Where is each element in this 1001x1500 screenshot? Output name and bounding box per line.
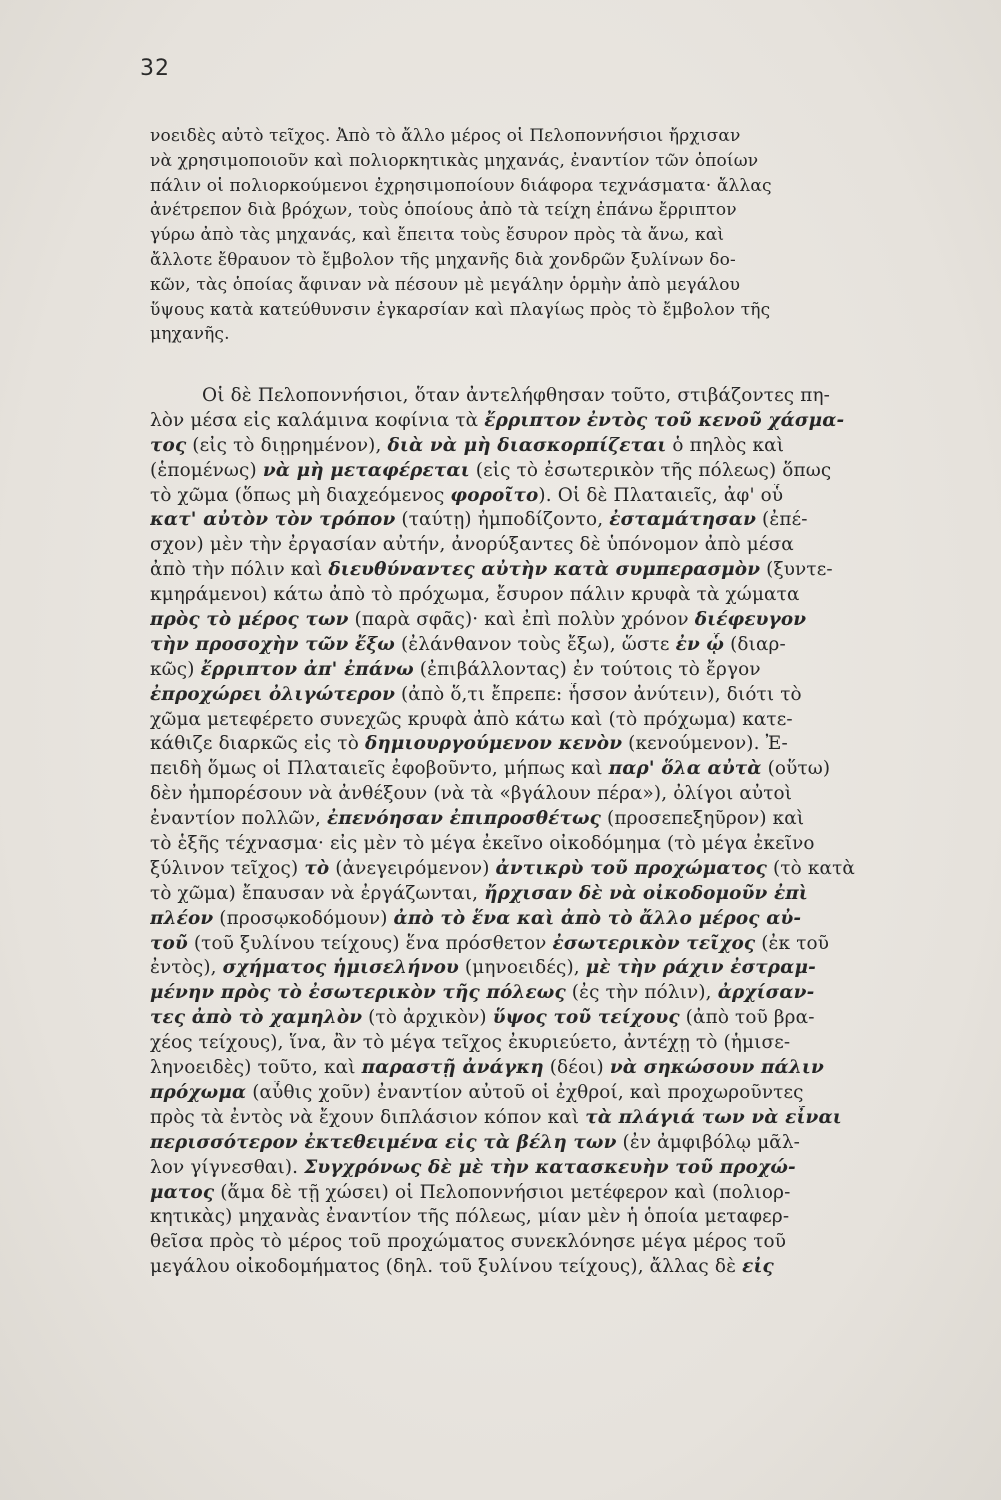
- text-segment: τὸ ἑξῆς τέχνασμα· εἰς μὲν τὸ μέγα ἐκεῖνο οἰκοδόμημα (τὸ μέγα ἐκεῖνο: [150, 833, 815, 855]
- text-segment: (δέοι): [543, 1057, 610, 1079]
- emphasized-text: τὰ πλάγιά των νὰ εἶναι: [585, 1106, 842, 1128]
- text-line: μηχανῆς.: [150, 324, 230, 345]
- text-line: [150, 1255, 962, 1280]
- text-segment: (ἀπὸ ὅ,τι ἔπρεπε: ἧσσον ἀνύτειν), διότι τὸ: [394, 683, 802, 705]
- emphasized-text: διέφευγον: [694, 609, 807, 631]
- text-segment: ἐντὸς),: [150, 957, 223, 979]
- text-segment: (ἐς τὴν πόλιν),: [565, 982, 718, 1004]
- emphasized-text: ἔρριπτον ἀπ' ἐπάνω: [200, 658, 414, 680]
- text-segment: (παρὰ σφᾶς)· καὶ ἐπὶ πολὺν χρόνον: [348, 609, 695, 631]
- text-segment: μεγάλου οἰκοδομήματος (δηλ. τοῦ ξυλίνου τείχους), ἄλλας δὲ: [150, 1256, 743, 1278]
- text-line: [150, 409, 962, 434]
- emphasized-text: ἀντικρὺ τοῦ προχώματος: [495, 857, 767, 879]
- text-line: [150, 882, 962, 907]
- text-segment: (ἀπὸ τοῦ βρα-: [679, 1007, 815, 1029]
- text-segment: κητικὰς) μηχανὰς ἐναντίον τῆς πόλεως, μίαν μὲν ἡ ὁποία μεταφερ-: [150, 1206, 790, 1228]
- text-line: [150, 832, 962, 857]
- text-line: [150, 1181, 962, 1206]
- emphasized-text: ἐσωτερικὸν τεῖχος: [552, 932, 756, 954]
- emphasized-text: φοροῖτο: [450, 484, 539, 506]
- emphasized-text: πρόχωμα: [150, 1081, 247, 1103]
- emphasized-text: Συγχρόνως δὲ μὲ τὴν κατασκευὴν τοῦ προχώ-: [304, 1156, 796, 1178]
- text-line: [150, 1006, 962, 1031]
- text-line: γύρω ἀπὸ τὰς μηχανάς, καὶ ἔπειτα τοὺς ἔσυρον πρὸς τὰ ἄνω, καὶ: [150, 225, 725, 246]
- emphasized-text: νὰ μὴ μεταφέρεται: [262, 459, 470, 481]
- text-segment: (εἰς τὸ ἐσωτερικὸν τῆς πόλεως) ὅπως: [469, 459, 832, 481]
- text-segment: (τὸ κατὰ: [767, 857, 855, 879]
- text-segment: θεῖσα πρὸς τὸ μέρος τοῦ προχώματος συνεκλόνησε μέγα μέρος τοῦ: [150, 1231, 787, 1253]
- paragraph-2: [150, 384, 962, 1280]
- text-line: [150, 807, 962, 832]
- text-line: ἀνέτρεπον διὰ βρόχων, τοὺς ὁποίους ἀπὸ τὰ τείχη ἐπάνω ἔρριπτον: [150, 200, 737, 221]
- text-line: [150, 683, 962, 708]
- text-segment: Οἱ δὲ Πελοποννήσιοι, ὅταν ἀντελήφθησαν τοῦτο, στιβάζοντες πη-: [202, 385, 831, 406]
- emphasized-text: ἐν ᾧ: [675, 633, 725, 655]
- text-line: [150, 583, 962, 608]
- emphasized-text: πρὸς τὸ μέρος των: [150, 609, 349, 631]
- text-segment: χῶμα μετεφέρετο συνεχῶς κρυφὰ ἀπὸ κάτω καὶ (τὸ πρόχωμα) κατε-: [150, 708, 793, 730]
- text-segment: ξύλινον τεῖχος): [150, 857, 305, 879]
- emphasized-text: τὴν προσοχὴν τῶν ἔξω: [150, 633, 395, 655]
- emphasized-text: ἐντὸς τοῦ κενοῦ χάσμα-: [586, 409, 845, 431]
- emphasized-text: περισσότερον ἐκτεθειμένα εἰς τὰ βέλη των: [150, 1131, 617, 1153]
- emphasized-text: τες ἀπὸ τὸ χαμηλὸν: [150, 1007, 363, 1029]
- text-segment: (ἐπιβάλλοντας) ἐν τούτοις τὸ ἔργον: [413, 658, 761, 680]
- emphasized-text: διὰ νὰ μὴ διασκορπίζεται: [387, 434, 667, 456]
- text-line: [150, 459, 962, 484]
- text-segment: ). Οἱ δὲ Πλαταιεῖς, ἀφ' οὗ: [538, 484, 784, 506]
- text-segment: ὁ πηλὸς καὶ: [666, 434, 785, 456]
- text-segment: (ἀνεγειρόμενον): [329, 857, 496, 879]
- text-line: [150, 633, 962, 658]
- text-segment: λον γίγνεσθαι).: [150, 1156, 305, 1178]
- text-segment: (ἑπομένως): [150, 459, 263, 481]
- text-segment: λὸν μέσα εἰς καλάμινα κοφίνια τὰ: [150, 409, 485, 431]
- text-line: [150, 533, 962, 558]
- text-segment: (ἐν ἀμφιβόλῳ μᾶλ-: [616, 1131, 801, 1153]
- text-line: κῶν, τὰς ὁποίας ἄφιναν νὰ πέσουν μὲ μεγάλην ὁρμὴν ἀπὸ μεγάλου: [150, 274, 741, 295]
- text-segment: (οὕτω): [761, 758, 831, 780]
- paragraph-1: [150, 124, 962, 347]
- text-segment: ἀπὸ τὴν πόλιν καὶ: [150, 559, 329, 581]
- text-line: [150, 757, 962, 782]
- text-segment: τὸ χῶμα) ἔπαυσαν νὰ ἐργάζωνται,: [150, 882, 485, 904]
- text-segment: (ἐκ τοῦ: [755, 932, 830, 954]
- text-segment: (προσεπεξηῦρον) καὶ: [601, 808, 805, 830]
- emphasized-text: παρ' ὅλα αὐτὰ: [608, 758, 762, 780]
- text-line: [150, 1156, 962, 1181]
- emphasized-text: ἐπροχώρει ὀλιγώτερον: [150, 683, 395, 705]
- emphasized-text: παραστῇ ἀνάγκη: [361, 1057, 544, 1079]
- emphasized-text: τος: [150, 434, 187, 456]
- text-line: [150, 708, 962, 733]
- text-segment: (εἰς τὸ διῃρημένον),: [186, 434, 388, 456]
- text-line: [150, 907, 962, 932]
- text-segment: (ἐλάνθανον τοὺς ἔξω), ὥστε: [394, 633, 676, 655]
- text-line: [150, 1205, 962, 1230]
- text-segment: ληνοειδὲς) τοῦτο, καὶ: [150, 1057, 362, 1079]
- text-segment: δὲν ἠμπορέσουν νὰ ἀνθέξουν (νὰ τὰ «βγάλουν πέρα»), ὀλίγοι αὐτοὶ: [150, 783, 793, 805]
- emphasized-text: τὸ: [304, 857, 330, 879]
- text-line: [150, 434, 962, 459]
- emphasized-text: νὰ σηκώσουν πάλιν: [609, 1057, 824, 1079]
- text-segment: τὸ χῶμα (ὅπως μὴ διαχεόμενος: [150, 484, 451, 506]
- emphasized-text: ἤρχισαν δὲ νὰ οἰκοδομοῦν ἐπὶ: [484, 882, 808, 904]
- text-line: [150, 484, 962, 509]
- text-line: [150, 956, 962, 981]
- emphasized-text: ἀρχίσαν-: [717, 982, 815, 1004]
- text-line: [150, 857, 962, 882]
- text-line: [150, 732, 962, 757]
- text-line: [150, 1081, 962, 1106]
- text-segment: (ἅμα δὲ τῇ χώσει) οἱ Πελοποννήσιοι μετέφερον καὶ (πολιορ-: [214, 1181, 791, 1203]
- text-line: πάλιν οἱ πολιορκούμενοι ἐχρησιμοποίουν διάφορα τεχνάσματα· ἄλλας: [150, 175, 772, 196]
- emphasized-text: μὲ τὴν ράχιν ἐστραμ-: [585, 957, 816, 979]
- text-segment: κμηράμενοι) κάτω ἀπὸ τὸ πρόχωμα, ἔσυρον πάλιν κρυφὰ τὰ χώματα: [150, 584, 800, 606]
- emphasized-text: τοῦ: [150, 932, 188, 954]
- emphasized-text: ἐπενόησαν ἐπιπροσθέτως: [327, 808, 602, 830]
- text-line: [150, 384, 962, 409]
- text-segment: κάθιζε διαρκῶς εἰς τὸ: [150, 733, 365, 755]
- text-line: [150, 608, 962, 633]
- emphasized-text: διευθύναντες αὐτὴν κατὰ συμπερασμὸν: [328, 559, 761, 581]
- text-line: [150, 1031, 962, 1056]
- text-segment: (διαρ-: [724, 633, 786, 655]
- text-segment: (αὖθις χοῦν) ἐναντίον αὐτοῦ οἱ ἐχθροί, καὶ προχωροῦντες: [246, 1081, 804, 1103]
- text-segment: (ξυντε-: [760, 559, 833, 581]
- text-segment: πρὸς τὰ ἐντὸς νὰ ἔχουν διπλάσιον κόπον καὶ: [150, 1106, 586, 1128]
- emphasized-text: ἀπὸ τὸ ἕνα καὶ ἀπὸ τὸ ἄλλο μέρος αὐ-: [393, 907, 802, 929]
- text-segment: (τοῦ ξυλίνου τείχους) ἕνα πρόσθετον: [187, 932, 553, 954]
- text-segment: χέος τείχους), ἵνα, ἂν τὸ μέγα τεῖχος ἐκυριεύετο, ἀντέχῃ τὸ (ἡμισε-: [150, 1032, 791, 1054]
- emphasized-text: μένην πρὸς τὸ ἐσωτερικὸν τῆς πόλεως: [150, 982, 566, 1004]
- emphasized-text: πλέον: [150, 907, 214, 929]
- text-line: [150, 508, 962, 533]
- text-segment: (μηνοειδές),: [458, 957, 586, 979]
- text-segment: (ταύτῃ) ἠμποδίζοντο,: [395, 509, 610, 531]
- text-line: ἄλλοτε ἔθραυον τὸ ἔμβολον τῆς μηχανῆς διὰ χονδρῶν ξυλίνων δο-: [150, 249, 736, 270]
- text-line: [150, 932, 962, 957]
- text-segment: (ἐπέ-: [756, 509, 808, 531]
- text-segment: πειδὴ ὅμως οἱ Πλαταιεῖς ἐφοβοῦντο, μήπως καὶ: [150, 758, 609, 780]
- emphasized-text: ἔρριπτον: [484, 409, 581, 431]
- text-segment: (προσῳκοδόμουν): [213, 907, 394, 929]
- emphasized-text: ἐσταμάτησαν: [609, 509, 757, 531]
- text-line: νὰ χρησιμοποιοῦν καὶ πολιορκητικὰς μηχανάς, ἐναντίον τῶν ὁποίων: [150, 150, 759, 171]
- emphasized-text: ὕψος τοῦ τείχους: [492, 1007, 680, 1029]
- text-segment: σχον) μὲν τὴν ἐργασίαν αὐτήν, ἀνορύξαντες δὲ ὑπόνομον ἀπὸ μέσα: [150, 534, 794, 556]
- text-line: [150, 1106, 962, 1131]
- text-line: [150, 782, 962, 807]
- text-segment: (τὸ ἀρχικὸν): [362, 1007, 493, 1029]
- text-line: ὕψους κατὰ κατεύθυνσιν ἐγκαρσίαν καὶ πλαγίως πρὸς τὸ ἔμβολον τῆς: [150, 299, 771, 320]
- emphasized-text: σχήματος ἡμισελήνου: [222, 957, 459, 979]
- text-line: [150, 658, 962, 683]
- emphasized-text: ματος: [150, 1181, 215, 1203]
- emphasized-text: εἰς: [742, 1256, 774, 1278]
- text-segment: (κενούμενον). Ἐ-: [622, 733, 788, 755]
- text-line: [150, 558, 962, 583]
- text-line: [150, 1230, 962, 1255]
- text-line: νοειδὲς αὐτὸ τεῖχος. Ἀπὸ τὸ ἄλλο μέρος οἱ Πελοποννήσιοι ἤρχισαν: [150, 126, 741, 146]
- page-number: 32: [140, 56, 170, 81]
- text-line: [150, 981, 962, 1006]
- emphasized-text: κατ' αὐτὸν τὸν τρόπον: [150, 509, 396, 531]
- text-line: [150, 1056, 962, 1081]
- text-segment: ἐναντίον πολλῶν,: [150, 808, 328, 830]
- text-line: [150, 1131, 962, 1156]
- text-segment: κῶς): [150, 658, 201, 680]
- emphasized-text: δημιουργούμενον κενὸν: [364, 733, 623, 755]
